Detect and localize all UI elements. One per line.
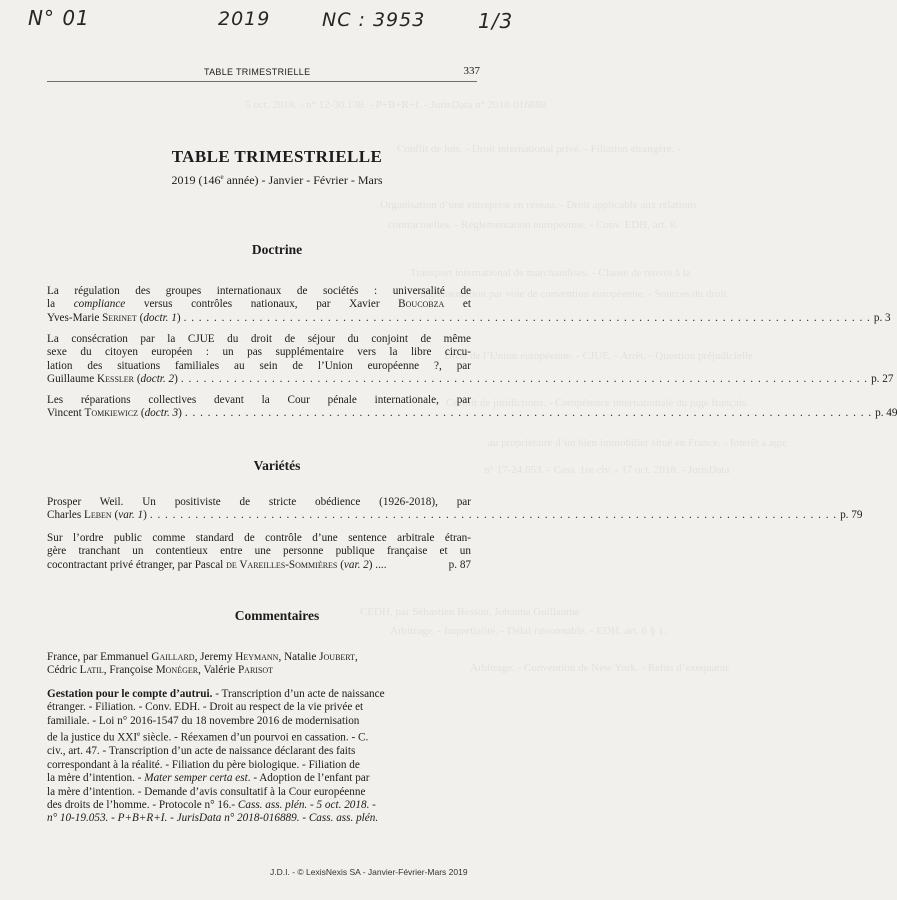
page-number: 337 bbox=[463, 65, 480, 77]
handwritten-sheet: 1/3 bbox=[478, 9, 514, 33]
show-through-line: 5 oct. 2018. - n° 12-30.138. - P+B+R+I. - JurisData n° 2018-016888 bbox=[245, 99, 547, 111]
section-heading-commentaires: Commentaires bbox=[234, 608, 320, 623]
dot-leader bbox=[184, 312, 871, 325]
show-through-line: CEDH, par Sébastien Besson, Johanna Guillaume bbox=[360, 606, 580, 618]
entry-line: La consécration par la CJUE du droit de séjour du conjoint de même bbox=[47, 333, 471, 345]
gestation-line: la mère d’intention. - Demande d’avis consultatif à la Cour européenne bbox=[47, 785, 366, 798]
dot-leader bbox=[185, 407, 872, 420]
show-through-line: n° 17-24.653. - Cass. 1re civ. - 17 oct. 2018. - JurisData bbox=[484, 464, 730, 476]
entry-last-line bbox=[47, 373, 894, 386]
section-heading-varietes: Variétés bbox=[253, 458, 301, 473]
authors-line: Cédric Latil, Françoise Monéger, Valérie Parisot bbox=[47, 664, 274, 677]
entry-line: La régulation des groupes internationaux de sociétés : universalité de bbox=[47, 285, 471, 297]
gestation-line: la mère d’intention. - Mater semper certa est. - Adoption de l’enfant par bbox=[47, 772, 370, 785]
entry-page: p. 27 bbox=[871, 373, 894, 386]
authors-line: France, par Emmanuel Gaillard, Jeremy Heymann, Natalie Joubert, bbox=[47, 651, 358, 663]
show-through-line: Conflit de lois. - Droit international privé. - Filiation étrangère. - bbox=[397, 143, 681, 155]
entry-page: p. 3 bbox=[873, 311, 891, 324]
entry-page: p. 49 bbox=[875, 407, 897, 420]
show-through-line: Droit de l’Union européenne. - CJUE. - Arrêt. - Question préjudicielle bbox=[444, 350, 753, 362]
gestation-line: correspondant à la réalité. - Filiation du père biologique. - Filiation de bbox=[47, 758, 360, 771]
handwritten-year: 2019 bbox=[218, 8, 271, 30]
gestation-lead: Gestation pour le compte d’autrui. bbox=[47, 688, 213, 700]
gestation-line: familiale. - Loi n° 2016-1547 du 18 novembre 2016 de modernisation bbox=[47, 714, 360, 727]
dot-leader bbox=[150, 509, 837, 522]
show-through-line: Organisation d’une entreprise en réseau. - Droit applicable aux relations bbox=[380, 199, 697, 211]
entry-last-line bbox=[47, 509, 863, 522]
entry-line: lation des situations familiales au sein de l’Union européenne ?, par bbox=[47, 359, 471, 372]
gestation-line: de la justice du XXIe siècle. - Réexamen d’un pourvoi en cassation. - C. bbox=[47, 730, 369, 744]
spacer bbox=[387, 559, 444, 572]
commentary-authors bbox=[47, 651, 471, 678]
show-through-line: Arbitrage. - Convention de New York. - Refus d’exequatur. bbox=[470, 662, 731, 674]
show-through-line: réglementation par voie de convention européenne. - Sources du droit. bbox=[420, 288, 730, 300]
gestation-line: des droits de l’homme. - Protocole n° 16.- Cass. ass. plén. - 5 oct. 2018. - bbox=[47, 798, 376, 811]
entry-line: la compliance versus contrôles nationaux, par Xavier Boucobza et bbox=[47, 298, 471, 311]
toc-entry bbox=[47, 496, 863, 523]
page-subtitle: 2019 (146e année) - Janvier - Février - Mars bbox=[171, 173, 383, 187]
entry-last-line bbox=[47, 407, 897, 420]
page-footer: J.D.I. - © LexisNexis SA - Janvier-Février-Mars 2019 bbox=[270, 867, 468, 877]
gestation-line: Gestation pour le compte d’autrui. - Transcription d’un acte de naissance bbox=[47, 688, 385, 700]
gestation-line: n° 10-19.053. - P+B+R+I. - JurisData n° 2018-016889. - Cass. ass. plén. bbox=[47, 812, 379, 825]
show-through-line: contractuelles. - Réglementation européenne. - Conv. EDH, art. 8. bbox=[388, 219, 679, 231]
show-through-line: Transport international de marchandises. - Clause de renvoi à la bbox=[410, 267, 691, 279]
entry-author: Guillaume Kessler (doctr. 2) bbox=[47, 373, 178, 386]
handwritten-number: N° 01 bbox=[28, 6, 90, 30]
entry-line: sexe du citoyen européen : un pas supplémentaire vers la libre circu- bbox=[47, 346, 471, 359]
toc-entry bbox=[47, 532, 471, 572]
show-through-line: au propriétaire d’un bien immobilier situé en France. - Intérêt à agir. bbox=[488, 437, 789, 449]
page-title: TABLE TRIMESTRIELLE bbox=[171, 147, 383, 166]
show-through-line: Conflit de juridictions. - Compétence internationale du juge français. bbox=[446, 397, 750, 409]
running-header bbox=[47, 65, 480, 82]
commentary-gestation bbox=[47, 688, 471, 826]
gestation-line: civ., art. 47. - Transcription d’un acte de naissance déclarant des faits bbox=[47, 745, 356, 758]
entry-page: p. 87 bbox=[448, 558, 471, 571]
entry-author: Yves-Marie Serinet (doctr. 1) bbox=[47, 311, 181, 324]
gestation-line: étranger. - Filiation. - Conv. EDH. - Droit au respect de la vie privée et bbox=[47, 701, 364, 714]
entry-author: Charles Leben (var. 1) bbox=[47, 509, 147, 522]
entry-author: cocontractant privé étranger, par Pascal de Vareilles-Sommières (var. 2) .... bbox=[47, 558, 387, 571]
entry-last-line bbox=[47, 559, 471, 572]
entry-author: Vincent Tomkiewicz (doctr. 3) bbox=[47, 407, 182, 420]
entry-line: Sur l’ordre public comme standard de contrôle d’une sentence arbitrale étran- bbox=[47, 532, 471, 544]
entry-page: p. 79 bbox=[840, 509, 863, 522]
running-title: TABLE TRIMESTRIELLE bbox=[204, 67, 311, 77]
section-heading-doctrine: Doctrine bbox=[251, 242, 303, 257]
show-through-line: Arbitrage. - Impartialité. - Délai raisonnable. - EDH, art. 6 § 1. bbox=[390, 625, 667, 637]
entry-line: Les réparations collectives devant la Cour pénale internationale, par bbox=[47, 394, 471, 406]
dot-leader bbox=[181, 373, 868, 386]
entry-last-line bbox=[47, 311, 891, 325]
handwritten-reference: NC : 3953 bbox=[322, 9, 426, 31]
entry-line: gère tranchant un contentieux entre une personne publique française et un bbox=[47, 545, 471, 558]
entry-line: Prosper Weil. Un positiviste de stricte obédience (1926-2018), par bbox=[47, 496, 471, 508]
